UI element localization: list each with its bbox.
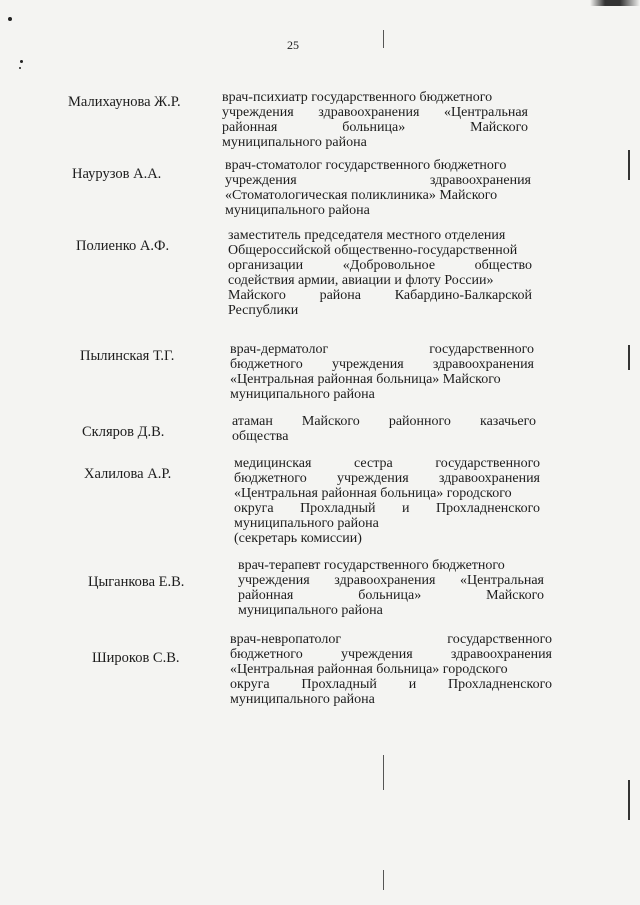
scan-speck (8, 17, 12, 21)
member-description (222, 90, 528, 150)
scan-edge-mark (628, 345, 630, 370)
description-line: муниципального района (225, 203, 370, 218)
description-line: районная больница» Майского (222, 120, 528, 135)
description-line: Майского района Кабардино-Балкарской (228, 288, 532, 303)
scan-fold-line (383, 755, 384, 790)
description-line: «Центральная районная больница» городского (234, 486, 512, 501)
description-line: муниципального района (234, 516, 379, 531)
description-line: «Стоматологическая поликлиника» Майского (225, 188, 498, 203)
member-description (234, 456, 540, 546)
description-line: «Центральная районная больница» Майского (230, 372, 501, 387)
member-description (228, 228, 532, 318)
description-line: муниципального района (238, 603, 383, 618)
member-name: Полиенко А.Ф. (76, 238, 170, 254)
description-line: врач-терапевт государственного бюджетного (238, 558, 505, 573)
description-line: «Центральная районная больница» городского (230, 662, 508, 677)
description-line: учреждения здравоохранения «Центральная (238, 573, 544, 588)
description-line: атаман Майского районного казачьего (232, 414, 536, 429)
description-line: общества (232, 429, 289, 444)
scan-edge-mark (628, 150, 630, 180)
description-line: (секретарь комиссии) (234, 531, 362, 546)
member-description (232, 414, 536, 444)
member-name: Широков С.В. (92, 650, 180, 666)
description-line: медицинская сестра государственного (234, 456, 540, 471)
description-line: содействия армии, авиации и флоту России» (228, 273, 494, 288)
scan-speck (20, 60, 23, 63)
description-line: бюджетного учреждения здравоохранения (230, 647, 552, 662)
description-line: бюджетного учреждения здравоохранения (234, 471, 540, 486)
scan-speck (19, 67, 21, 69)
description-line: бюджетного учреждения здравоохранения (230, 357, 534, 372)
description-line: районная больница» Майского (238, 588, 544, 603)
member-description (230, 632, 552, 707)
description-line: врач-стоматолог государственного бюджетного (225, 158, 507, 173)
member-name: Пылинская Т.Г. (80, 348, 175, 364)
description-line: учреждения здравоохранения (225, 173, 531, 188)
description-line: врач-психиатр государственного бюджетного (222, 90, 493, 105)
member-name: Скляров Д.В. (82, 424, 165, 440)
scan-fold-line (383, 870, 384, 890)
description-line: врач-невропатолог государственного (230, 632, 552, 647)
description-line: округа Прохладный и Прохладненского (230, 677, 552, 692)
member-description (225, 158, 531, 218)
description-line: врач-дерматолог государственного (230, 342, 534, 357)
member-name: Малихаунова Ж.Р. (68, 94, 181, 110)
page-number: 25 (287, 38, 299, 52)
description-line: Общероссийской общественно-государственной (228, 243, 518, 258)
scan-corner-mark (590, 0, 640, 6)
description-line: округа Прохладный и Прохладненского (234, 501, 540, 516)
description-line: Республики (228, 303, 299, 318)
scan-fold-line (383, 30, 384, 48)
member-name: Халилова А.Р. (84, 466, 172, 482)
member-description (238, 558, 544, 618)
description-line: муниципального района (222, 135, 367, 150)
description-line: муниципального района (230, 692, 375, 707)
scan-edge-mark (628, 780, 630, 820)
member-name: Наурузов А.А. (72, 166, 162, 182)
member-description (230, 342, 534, 402)
description-line: учреждения здравоохранения «Центральная (222, 105, 528, 120)
member-name: Цыганкова Е.В. (88, 574, 185, 590)
description-line: муниципального района (230, 387, 375, 402)
description-line: организации «Добровольное общество (228, 258, 532, 273)
description-line: заместитель председателя местного отделения (228, 228, 506, 243)
